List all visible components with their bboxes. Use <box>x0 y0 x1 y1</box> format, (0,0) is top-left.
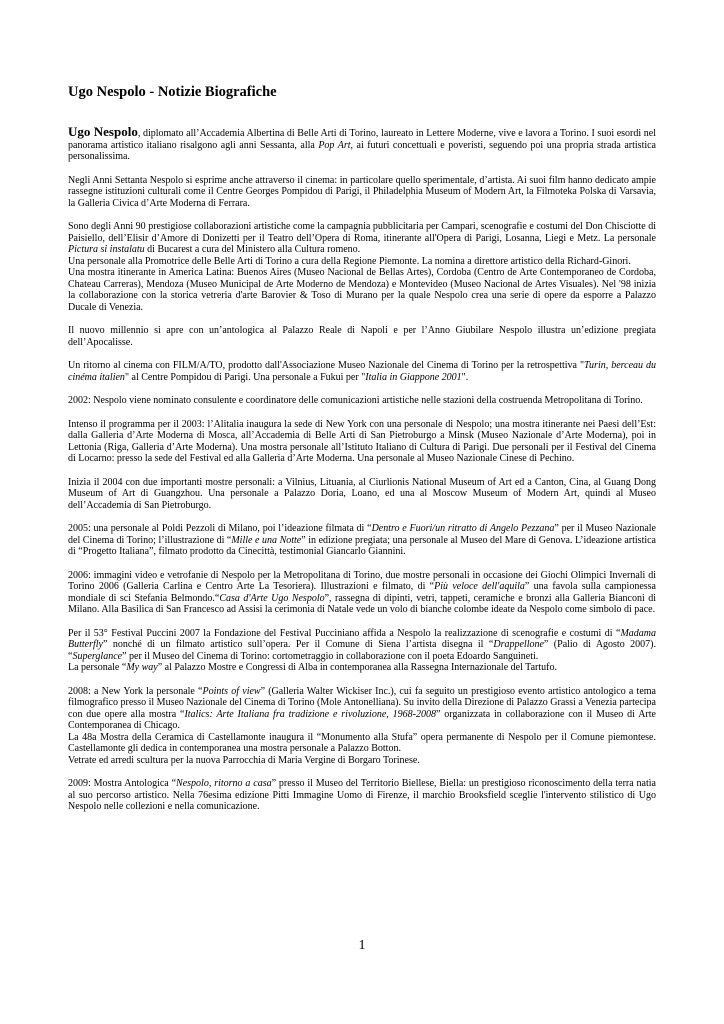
paragraph-millennium: Il nuovo millennio si apre con un’antologica al Palazzo Reale di Napoli e per l’Anno Giubilare Nespolo illustra un’edizione pregiata dell’Apocalisse. <box>68 325 656 348</box>
paragraph-cinema: Un ritorno al cinema con FILM/A/TO, prodotto dall'Associazione Museo Nazionale del Cinema di Torino per la retrospettiva "Turin, berceau du cinéma italien" al Centre Pompidou di Parigi. Una personale a Fukui per "Italia in Giappone 2001". <box>68 360 657 383</box>
paragraph-2005: 2005: una personale al Poldi Pezzoli di Milano, poi l’ideazione filmata di “Dentro e Fuori/un ritratto di Angelo Pezzana” per il Museo Nazionale del Cinema di Torino; l’illustrazione di “Mille e una Notte” in edizione pregiata; una personale al Museo del Mare di Genova. L’ideazione artistica di “Progetto Italiana”, filmato prodotto da Cinecittà, testimonial Giancarlo Giannini. <box>68 523 656 557</box>
paragraph-2008: 2008: a New York la personale “Points of view” (Galleria Walter Wickiser Inc.), cui fa seguito un prestigioso evento artistico antologico a tema filmografico presso il Museo Nazionale del Cinema di Torino (Mole Antonelliana). Su invito della Direzione di Palazzo Grassi a Venezia partecipa con due opere alla mostra “Italics: Arte Italiana fra tradizione e rivoluzione, 1968-2008” organizzata in collaborazione con il Museo di Arte Contemporanea di Chicago. La 48a Mostra della Ceramica di Castellamonte inaugura il “Monumento alla Stufa” opera permanente di Nespolo per il Comune piemontese. Castellamonte gli dedica in contemporanea una mostra personale a Palazzo Botton. Vetrate ed arredi scultura per la nuova Parrocchia di Maria Vergine di Borgaro Torinese. <box>68 685 656 766</box>
paragraph-2003: Intenso il programma per il 2003: l’Alitalia inaugura la sede di New York con una personale di Nespolo; una mostra itinerante nei Paesi dell’Est: dalla Galleria d’Arte Moderna di Mosca, all’Accademia di Belle Arti di San Pietroburgo a Minsk (Museo Nazionale d’Arte Moderna), poi in Lettonia (Riga, Galleria d’Arte Moderna). Una mostra personale all’Istituto Italiano di Cultura di Parigi. Due personali per il Festival del Cinema di Locarno: presso la sede del Festival ed alla Galleria d’Arte Moderna. Una personale al Museo Nazionale Cinese di Pechino. <box>68 418 656 464</box>
paragraph-nineties: Sono degli Anni 90 prestigiose collaborazioni artistiche come la campagnia pubblicitaria per Campari, scenografie e costumi del Don Chisciotte di Paisiello, dell’Elisir d’Amore di Donizetti per il Teatro dell’Opera di Roma, itinerante all'Opera di Parigi, Losanna, Liegi e Metz. La personale Pictura si instalatu di Bucarest a cura del Ministero alla Cultura romeno. Una personale alla Promotrice delle Belle Arti di Torino a cura della Regione Piemonte. La nomina a direttore artistico della Richard-Ginori. Una mostra itinerante in America Latina: Buenos Aires (Museo Nacional de Bellas Artes), Cordoba (Centro de Arte Contemporaneo de Cordoba, Chateau Carreras), Mendoza (Museo Municipal de Arte Moderno de Mendoza) e Montevideo (Museo Nacional de Artes Visuales). Nel '98 inizia la collaborazione con la storica vetreria d'arte Barovier & Toso di Murano per la quale Nespolo crea una serie di opere da esporre a Palazzo Ducale di Venezia. <box>68 221 656 313</box>
paragraph-2002: 2002: Nespolo viene nominato consulente e coordinatore delle comunicazioni artistiche nelle stazioni della costruenda Metropolitana di Torino. <box>68 395 643 406</box>
page-number: 1 <box>358 938 366 953</box>
paragraph-seventies: Negli Anni Settanta Nespolo si esprime anche attraverso il cinema: in particolare quello sperimentale, d’artista. Ai suoi film hanno dedicato ampie rassegne istituzioni culturali come il Centre Georges Pompidou di Parigi, il Philadelphia Museum of Modern Art, la Filmoteka Polska di Varsavia, la Galleria Civica d’Arte Moderna di Ferrara. <box>68 174 656 209</box>
page-title: Ugo Nespolo - Notizie Biografiche <box>68 84 277 100</box>
paragraph-2004: Inizia il 2004 con due importanti mostre personali: a Vilnius, Lituania, al Ciurlionis National Museum of Art ed a Canton, Cina, al Guang Dong Museum of Art di Guangzhou. Una personale a Palazzo Doria, Loano, ed una al Moscow Museum of Modern Art, quindi al Museo dell’Accademia di San Pietroburgo. <box>68 476 656 511</box>
paragraph-intro: Ugo Nespolo, diplomato all’Accademia Albertina di Belle Arti di Torino, laureato in Lettere Moderne, vive e lavora a Torino. I suoi esordi nel panorama artistico italiano risalgono agli anni Sessanta, alla Pop Art, ai futuri concettuali e poveristi, seguendo poi una propria strada artistica personalissima. <box>68 124 657 162</box>
artist-name: Ugo Nespolo <box>68 124 138 139</box>
paragraph-2006: 2006: immagini video e vetrofanie di Nespolo per la Metropolitana di Torino, due mostre personali in occasione dei Giochi Olimpici Invernali di Torino 2006 (Galleria Carlina e Centro Arte La Tesoriera). Illustrazioni e filmato, di “Più veloce dell'aquila” una favola sulla campionessa mondiale di sci Stefania Belmondo.“Casa d'Arte Ugo Nespolo”, rassegna di dipinti, vetri, tappeti, ceramiche e bronzi alla Galleria Bianconi di Milano. Alla Basilica di San Francesco ad Assisi la cerimonia di Natale vede un volo di bianche colombe ideate da Nespolo come simbolo di pace. <box>68 569 656 615</box>
paragraph-2007: Per il 53° Festival Puccini 2007 la Fondazione del Festival Pucciniano affida a Nespolo la realizzazione di scenografie e costumi di “Madama Butterfly” nonché di un filmato artistico sull’opera. Per il Comune di Siena l’artista disegna il “Drappellone” (Palio di Agosto 2007). “Superglance” per il Museo del Cinema di Torino: cortometraggio in collaborazione con il poeta Edoardo Sanguineti. La personale “My way” al Palazzo Mostre e Congressi di Alba in contemporanea alla Rassegna Internazionale del Tartufo. <box>68 627 656 673</box>
document-page <box>68 84 656 825</box>
paragraph-2009: 2009: Mostra Antologica “Nespolo, ritorno a casa” presso il Museo del Territorio Biellese, Biella: un prestigioso riconoscimento della terra natìa al suo percorso artistico. Nella 76esima edizione Pitti Immagine Uomo di Firenze, il marchio Brooksfield sceglie l'intervento stilistico di Ugo Nespolo nelle collezioni e nella comunicazione. <box>68 778 656 812</box>
